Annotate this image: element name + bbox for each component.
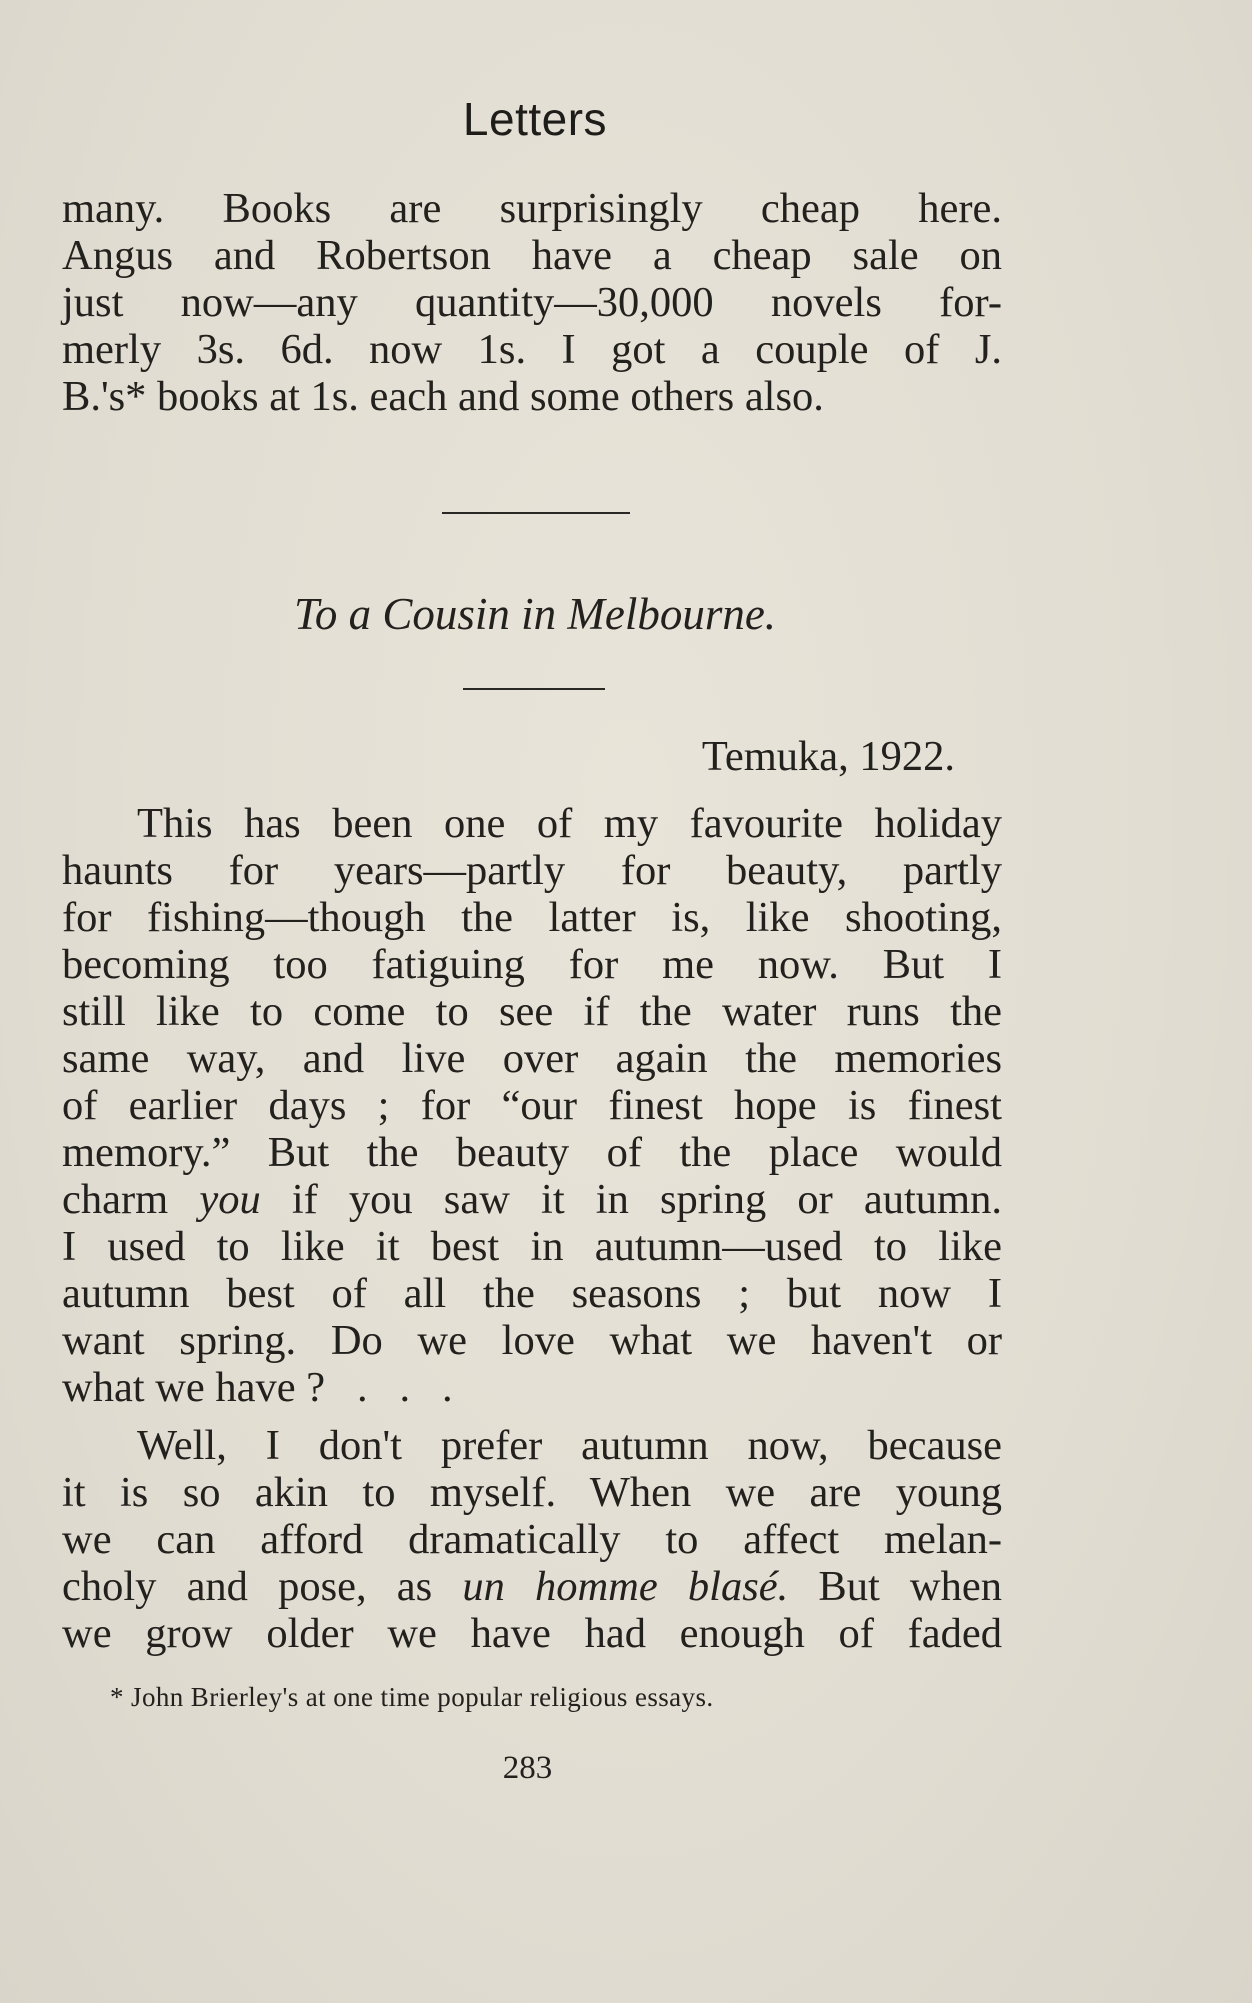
dateline: Temuka, 1922. (701, 733, 955, 780)
section-divider (442, 512, 630, 514)
text-line (62, 1176, 1002, 1223)
text-line: it is so akin to myself. When we are young (62, 1469, 1002, 1516)
text-line: B.'s* books at 1s. each and some others also. (62, 373, 824, 420)
text-line: memory.” But the beauty of the place would (62, 1129, 1002, 1176)
text-line: I used to like it best in autumn—used to like (62, 1223, 1002, 1270)
text-line: same way, and live over again the memories (62, 1035, 1002, 1082)
emphasis-text: you (199, 1176, 261, 1223)
text-line: becoming too fatiguing for me now. But I (62, 941, 1002, 988)
text-line: still like to come to see if the water runs the (62, 988, 1002, 1035)
running-head: Letters (462, 93, 608, 145)
footnote: * John Brierley's at one time popular religious essays. (110, 1682, 714, 1712)
text-line: for fishing—though the latter is, like shooting, (62, 894, 1002, 941)
text-line: Angus and Robertson have a cheap sale on (62, 232, 1002, 279)
text-line: of earlier days ; for “our finest hope is finest (62, 1082, 1002, 1129)
emphasis-text: un homme blasé. (462, 1563, 789, 1610)
text-fragment: But when (788, 1563, 1002, 1610)
text-line: many. Books are surprisingly cheap here. (62, 185, 1002, 232)
text-line: what we have ? . . . (62, 1364, 453, 1411)
text-line: we grow older we have had enough of faded (62, 1610, 1002, 1657)
page-number: 283 (502, 1750, 553, 1786)
text-fragment: if you saw it in spring or autumn. (260, 1176, 1002, 1223)
letter-paragraph-1 (62, 800, 1002, 1411)
letter-paragraph-2 (62, 1422, 1002, 1657)
text-fragment: charm (62, 1176, 200, 1223)
opening-paragraph (62, 185, 1002, 420)
text-line: we can afford dramatically to affect melan- (62, 1516, 1002, 1563)
letter-heading: To a Cousin in Melbourne. (293, 589, 777, 639)
text-line: haunts for years—partly for beauty, partly (62, 847, 1002, 894)
text-line: autumn best of all the seasons ; but now I (62, 1270, 1002, 1317)
heading-rule (463, 688, 605, 690)
text-fragment: choly and pose, as (62, 1563, 463, 1610)
text-line: Well, I don't prefer autumn now, because (137, 1422, 1002, 1469)
text-line: just now—any quantity—30,000 novels for- (62, 279, 1002, 326)
text-line: want spring. Do we love what we haven't or (62, 1317, 1002, 1364)
text-line (62, 1563, 1002, 1610)
text-line: merly 3s. 6d. now 1s. I got a couple of J. (62, 326, 1002, 373)
text-line: This has been one of my favourite holiday (137, 800, 1002, 847)
